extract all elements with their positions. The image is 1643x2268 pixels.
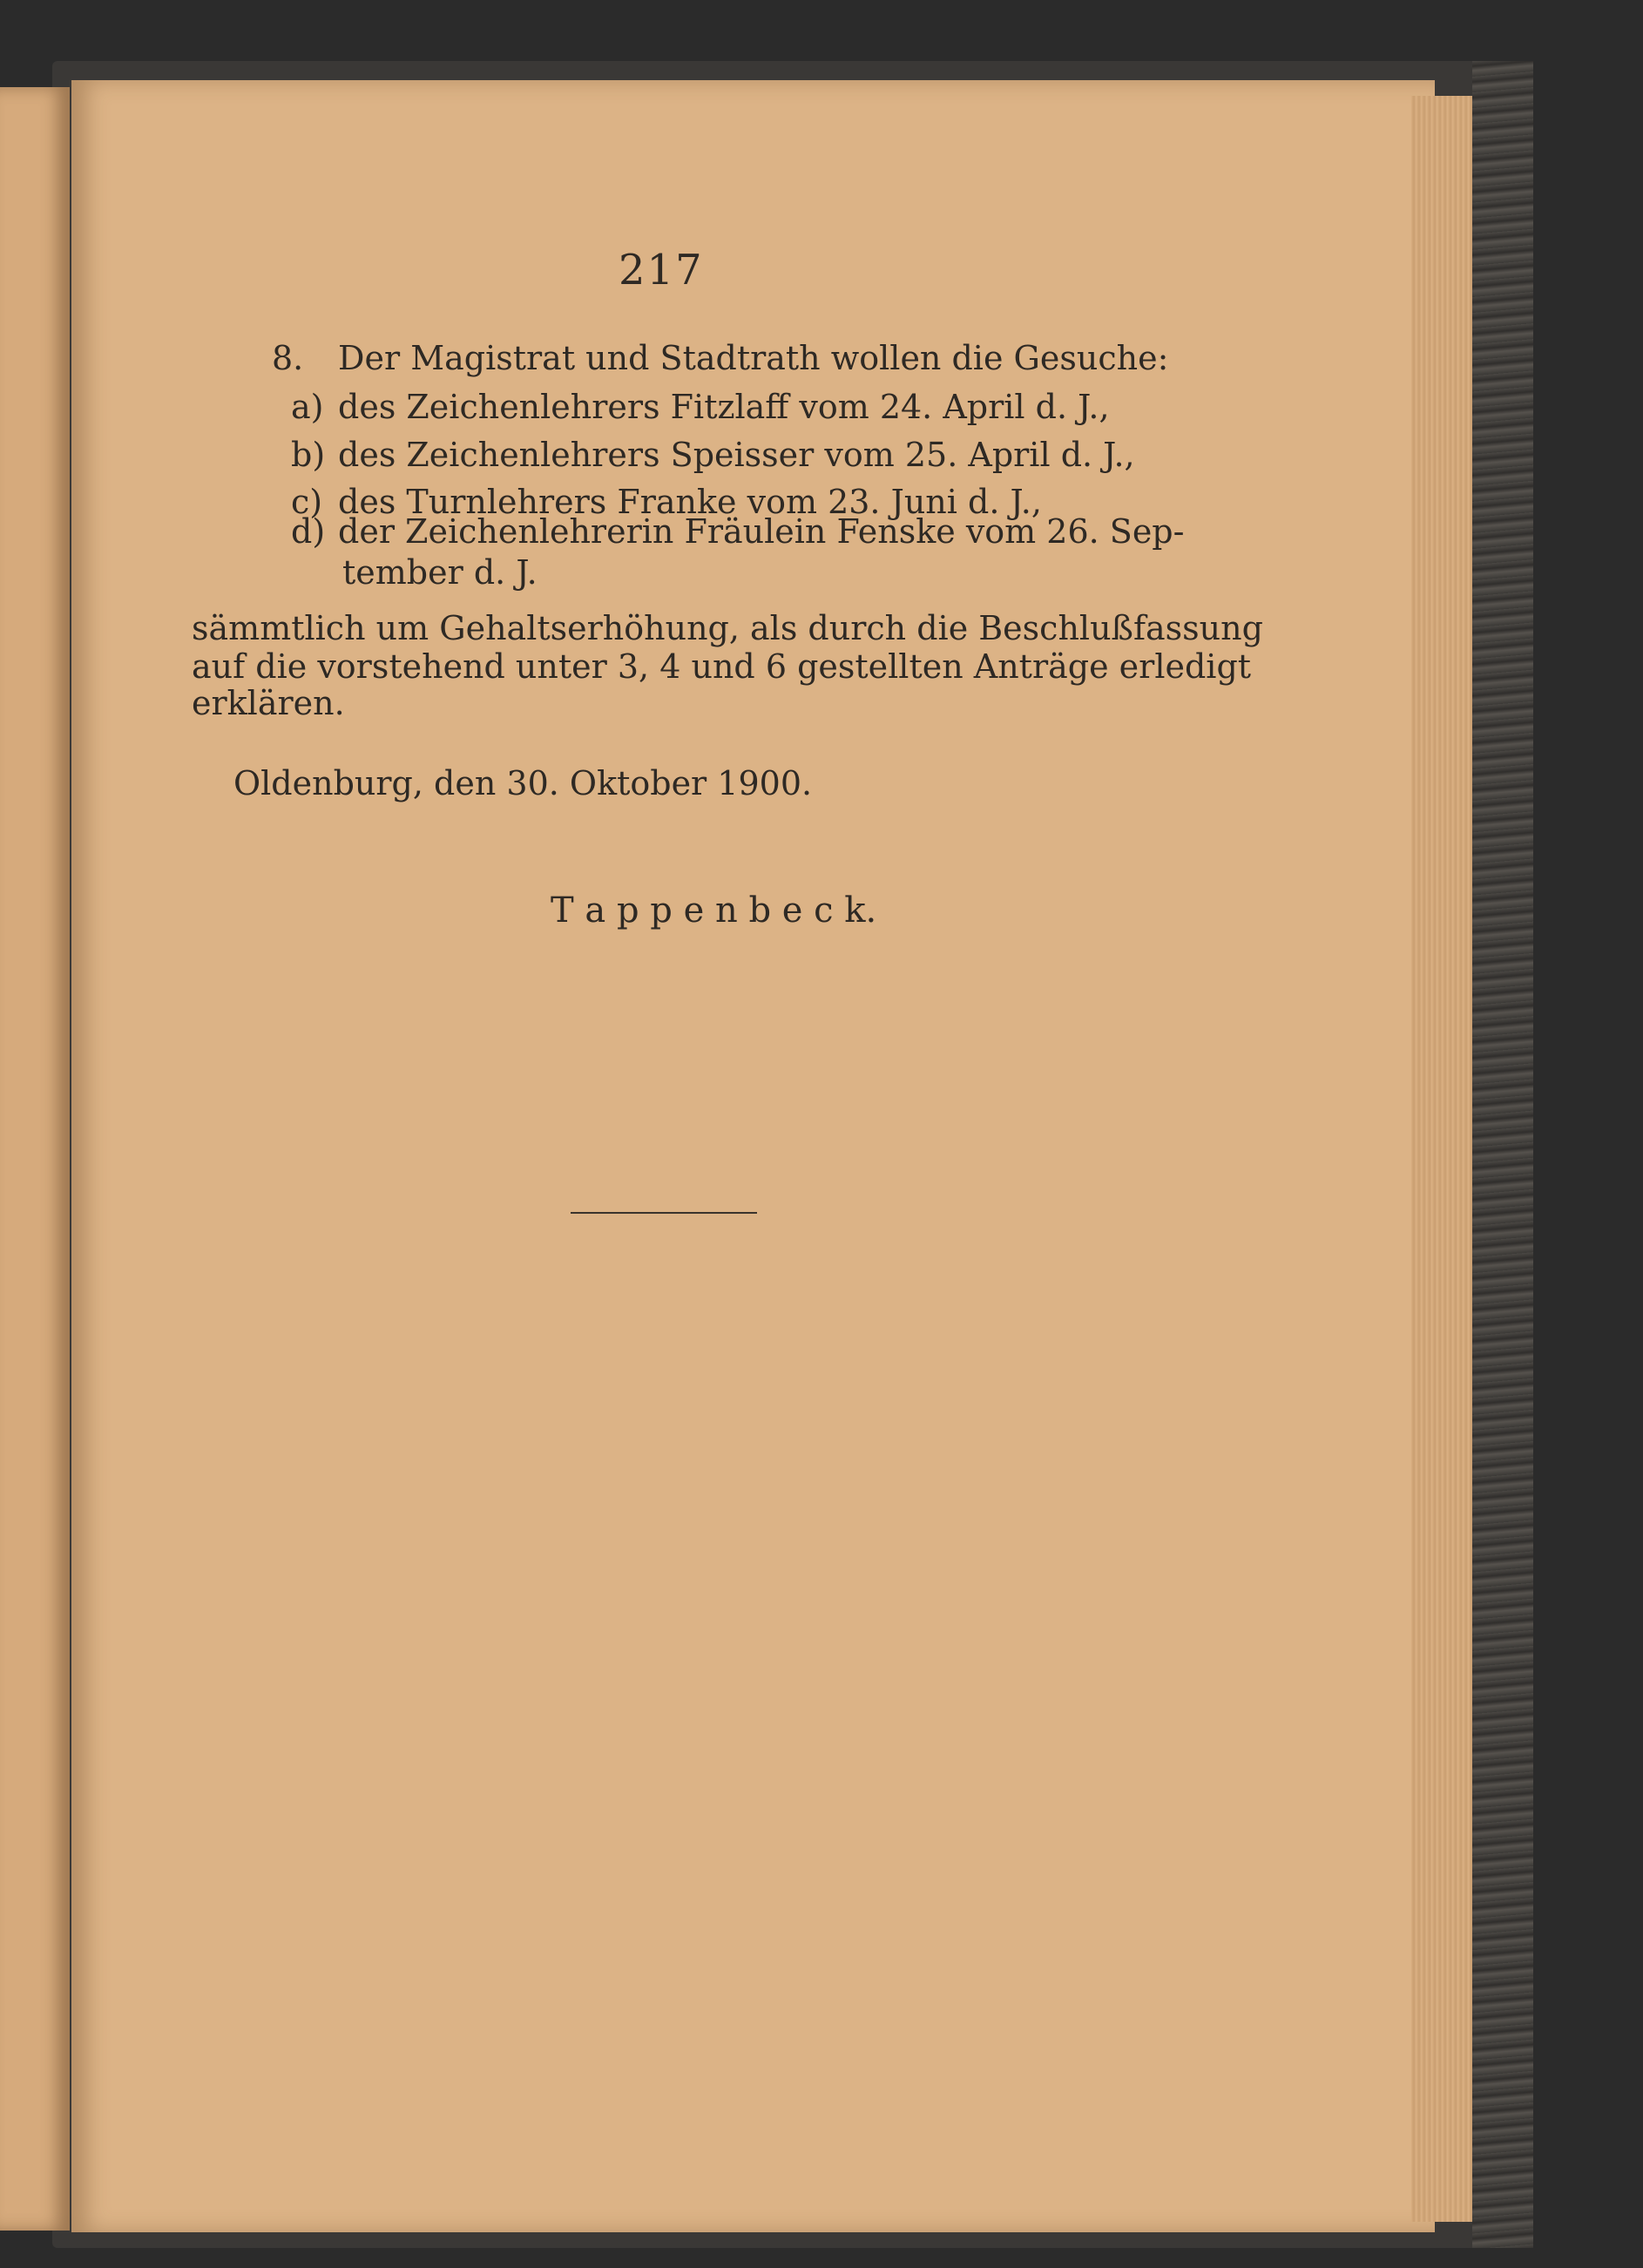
left-page-edge xyxy=(0,87,70,2231)
page-number: 217 xyxy=(619,246,704,295)
sub-item-continuation: tember d. J. xyxy=(342,553,538,592)
paragraph-line: sämmtlich um Gehaltserhöhung, als durch die Beschlußfassung xyxy=(192,609,1263,647)
sub-item-text: der Zeichenlehrerin Fräulein Fenske vom 26. Sep- xyxy=(338,512,1185,551)
sub-item-label: b) xyxy=(291,436,326,474)
sub-item-text: des Zeichenlehrers Fitzlaff vom 24. April d. J., xyxy=(338,388,1110,426)
item-lead-text: Der Magistrat und Stadtrath wollen die Gesuche: xyxy=(338,339,1169,377)
page-stack-edges xyxy=(1411,96,1472,2222)
place-date: Oldenburg, den 30. Oktober 1900. xyxy=(233,764,813,802)
paragraph-line: auf die vorstehend unter 3, 4 und 6 gestellten Anträge erledigt xyxy=(192,647,1252,686)
sub-item-label: d) xyxy=(291,512,326,551)
book-cover-edge xyxy=(1472,61,1533,2248)
sub-item-text: des Zeichenlehrers Speisser vom 25. April d. J., xyxy=(338,436,1135,474)
paragraph-line: erklären. xyxy=(192,684,345,722)
sub-item-text: des Turnlehrers Franke vom 23. Juni d. J., xyxy=(338,483,1042,521)
sub-item-label: c) xyxy=(291,483,323,521)
item-number: 8. xyxy=(272,339,304,377)
closing-rule xyxy=(571,1212,757,1214)
sub-item-label: a) xyxy=(291,388,324,426)
signature: T a p p e n b e c k. xyxy=(551,890,877,931)
